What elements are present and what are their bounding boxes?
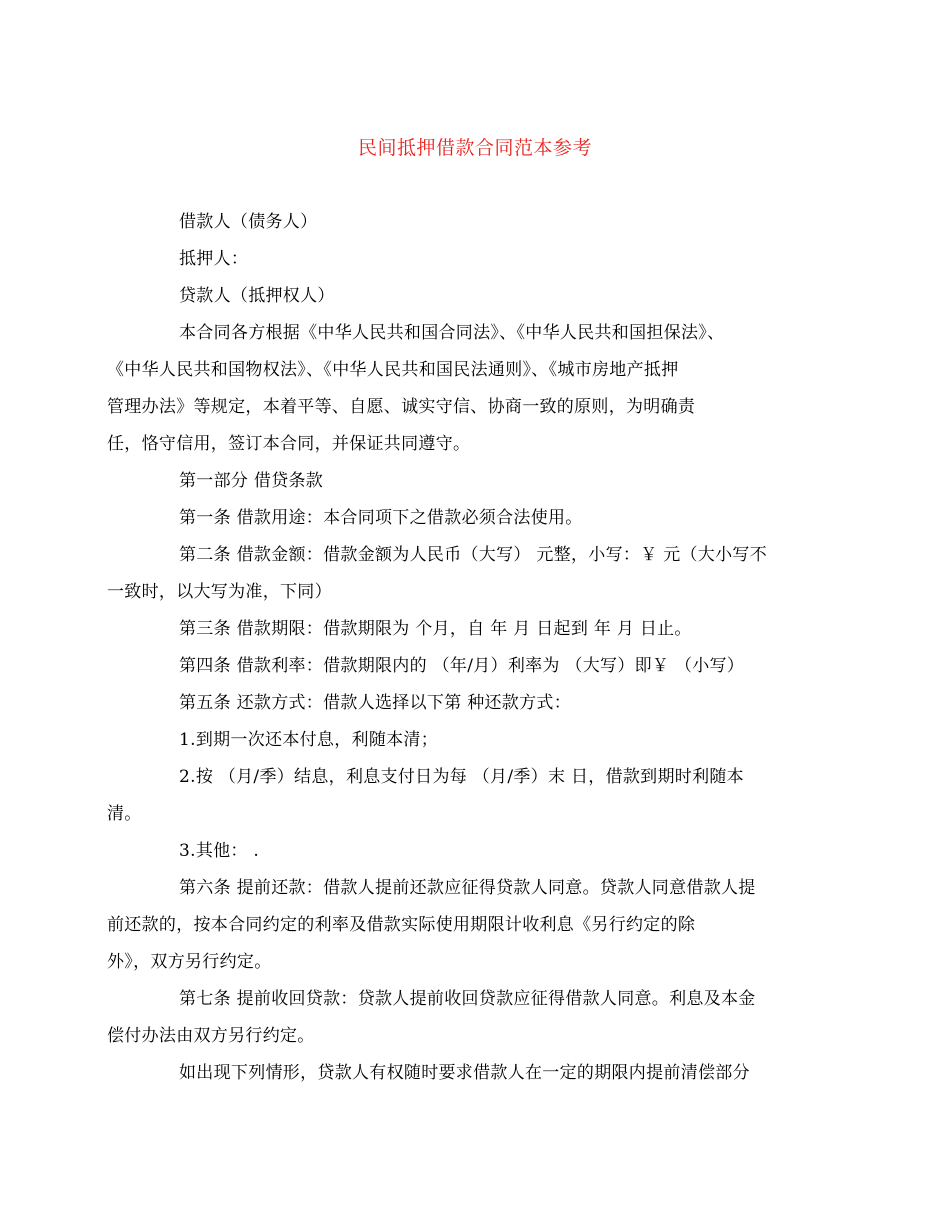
paragraph-line: 第三条 借款期限：借款期限为 个月，自 年 月 日起到 年 月 日止。 bbox=[179, 619, 692, 639]
paragraph bbox=[143, 648, 823, 685]
paragraph-line: 外》，双方另行约定。 bbox=[107, 952, 272, 972]
paragraph bbox=[143, 500, 823, 537]
paragraph bbox=[143, 204, 823, 241]
paragraph-line: 抵押人： bbox=[179, 249, 249, 269]
paragraph bbox=[107, 870, 823, 981]
paragraph-line: 2.按 （月/季）结息，利息支付日为每 （月/季）末 日，借款到期时利随本 bbox=[179, 767, 744, 787]
paragraph bbox=[143, 722, 823, 759]
paragraph bbox=[143, 241, 823, 278]
paragraph-line: 前还款的，按本合同约定的利率及借款实际使用期限计收利息《另行约定的除 bbox=[107, 915, 696, 935]
paragraph bbox=[107, 759, 823, 833]
paragraph-line: 《中华人民共和国物权法》、《中华人民共和国民法通则》、《城市房地产抵押 bbox=[107, 360, 679, 380]
paragraph bbox=[107, 315, 823, 463]
paragraph bbox=[107, 537, 823, 611]
document-body bbox=[107, 204, 823, 1092]
paragraph-line: 第二条 借款金额：借款金额为人民币（大写） 元整，小写：￥ 元（大小写不 bbox=[179, 545, 768, 565]
paragraph bbox=[143, 833, 823, 870]
paragraph-line: 第五条 还款方式：借款人选择以下第 种还款方式： bbox=[179, 693, 572, 713]
paragraph bbox=[143, 1055, 823, 1092]
paragraph bbox=[143, 278, 823, 315]
paragraph-line: 贷款人（抵押权人） bbox=[179, 286, 335, 306]
paragraph-line: 任，恪守信用，签订本合同，并保证共同遵守。 bbox=[107, 434, 471, 454]
paragraph bbox=[143, 463, 823, 500]
paragraph-line: 第四条 借款利率：借款期限内的 （年/月）利率为 （大写）即￥ （小写） bbox=[179, 656, 745, 676]
paragraph-line: 清。 bbox=[107, 804, 142, 824]
paragraph bbox=[107, 981, 823, 1055]
document-title: 民间抵押借款合同范本参考 bbox=[357, 137, 592, 159]
paragraph-line: 第一条 借款用途：本合同项下之借款必须合法使用。 bbox=[179, 508, 583, 528]
paragraph-line: 本合同各方根据《中华人民共和国合同法》、《中华人民共和国担保法》、 bbox=[179, 323, 725, 343]
paragraph bbox=[143, 685, 823, 722]
paragraph-line: 管理办法》等规定，本着平等、自愿、诚实守信、协商一致的原则，为明确责 bbox=[107, 397, 696, 417]
paragraph-line: 3.其他： . bbox=[179, 841, 260, 861]
paragraph-line: 一致时，以大写为准，下同） bbox=[107, 582, 332, 602]
paragraph-line: 如出现下列情形，贷款人有权随时要求借款人在一定的期限内提前清偿部分 bbox=[179, 1063, 750, 1083]
paragraph-line: 偿付办法由双方另行约定。 bbox=[107, 1026, 315, 1046]
paragraph-line: 第一部分 借贷条款 bbox=[179, 471, 324, 491]
paragraph-line: 第六条 提前还款：借款人提前还款应征得贷款人同意。贷款人同意借款人提 bbox=[179, 878, 756, 898]
paragraph-line: 1.到期一次还本付息，利随本清； bbox=[179, 730, 439, 750]
paragraph-line: 借款人（债务人） bbox=[179, 212, 318, 232]
paragraph bbox=[143, 611, 823, 648]
paragraph-line: 第七条 提前收回贷款：贷款人提前收回贷款应征得借款人同意。利息及本金 bbox=[179, 989, 756, 1009]
